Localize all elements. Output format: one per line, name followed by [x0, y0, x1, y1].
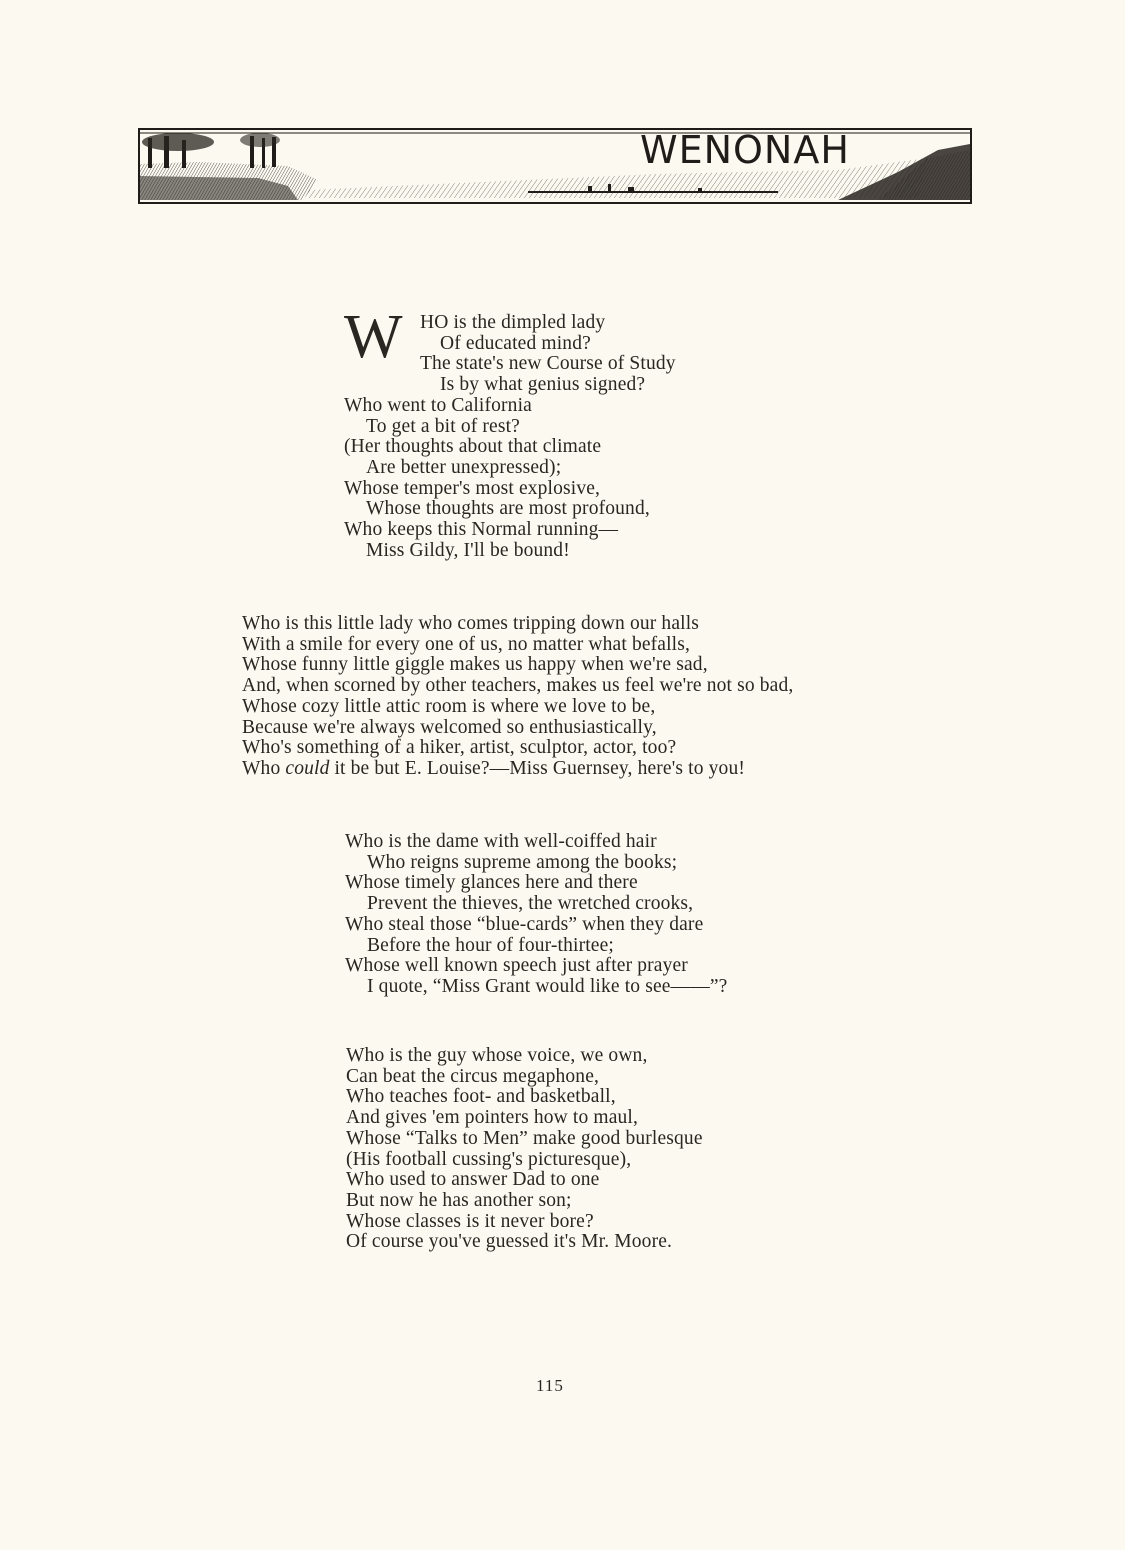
poem-line: Whose timely glances here and there: [345, 872, 638, 894]
poem-line: Who keeps this Normal running—: [344, 519, 619, 541]
poem-line: But now he has another son;: [346, 1189, 572, 1211]
poem-line: Who is the dame with well-coiffed hair: [345, 831, 657, 852]
poem-line: Who is this little lady who comes tripping down our halls: [242, 613, 700, 634]
poem-line: To get a bit of rest?: [366, 415, 520, 437]
poem-line: Whose thoughts are most profound,: [366, 498, 650, 520]
italic-word: could: [285, 757, 330, 779]
poem-line-italic: [242, 759, 793, 780]
poem-miss-grant: [345, 832, 727, 998]
poem-line: And gives 'em pointers how to maul,: [346, 1107, 639, 1129]
poem-miss-guernsey: [242, 614, 793, 780]
poem-line: Who is the guy whose voice, we own,: [346, 1045, 648, 1066]
poem-line: Who steal those “blue-cards” when they dare: [345, 913, 704, 935]
poem-line: Whose funny little giggle makes us happy when we're sad,: [242, 654, 708, 676]
poem-line: Who's something of a hiker, artist, sculptor, actor, too?: [242, 737, 677, 759]
poem-line: Are better unexpressed);: [366, 456, 562, 478]
poem-line: Whose cozy little attic room is where we love to be,: [242, 695, 656, 717]
poem-line: Whose classes is it never bore?: [346, 1210, 594, 1232]
poem-line: Who went to California: [344, 394, 532, 416]
line-text: Who: [242, 757, 286, 779]
poem-line: Miss Gildy, I'll be bound!: [366, 539, 570, 561]
poem-line: And, when scorned by other teachers, makes us feel we're not so bad,: [242, 675, 794, 697]
poem-line: Before the hour of four-thirtee;: [367, 934, 614, 956]
poem-line: Of educated mind?: [440, 332, 591, 354]
poem-mr-moore: [346, 1046, 703, 1253]
poem-line: Can beat the circus megaphone,: [346, 1065, 600, 1087]
poem-line: Whose “Talks to Men” make good burlesque: [346, 1127, 703, 1149]
poem-line: Of course you've guessed it's Mr. Moore.: [346, 1231, 673, 1253]
line-text: it be but E. Louise?—Miss Guernsey, here's to you!: [329, 757, 745, 779]
poem-line: Prevent the thieves, the wretched crooks,: [367, 893, 694, 915]
poem-line: Who used to answer Dad to one: [346, 1169, 600, 1191]
poem-line: Whose well known speech just after prayer: [345, 955, 688, 977]
poem-line: Who reigns supreme among the books;: [367, 851, 678, 873]
poem-line: With a smile for every one of us, no matter what befalls,: [242, 633, 691, 655]
poem-line: (His football cussing's picturesque),: [346, 1148, 632, 1170]
poem-line: Is by what genius signed?: [440, 374, 646, 396]
poem-line: (Her thoughts about that climate: [344, 436, 602, 458]
poem-line: Because we're always welcomed so enthusiastically,: [242, 716, 657, 738]
poem-miss-gildy: [344, 303, 676, 561]
poem-line: HO is the dimpled lady: [420, 312, 606, 333]
page-number: 115: [536, 1376, 564, 1395]
poem-line: The state's new Course of Study: [420, 353, 676, 375]
drop-cap: W: [344, 303, 403, 371]
poem-line: I quote, “Miss Grant would like to see——”?: [367, 975, 728, 997]
header-title: WENONAH: [640, 128, 850, 172]
poem-line: Who teaches foot- and basketball,: [346, 1086, 616, 1108]
poem-line: Whose temper's most explosive,: [344, 477, 601, 499]
